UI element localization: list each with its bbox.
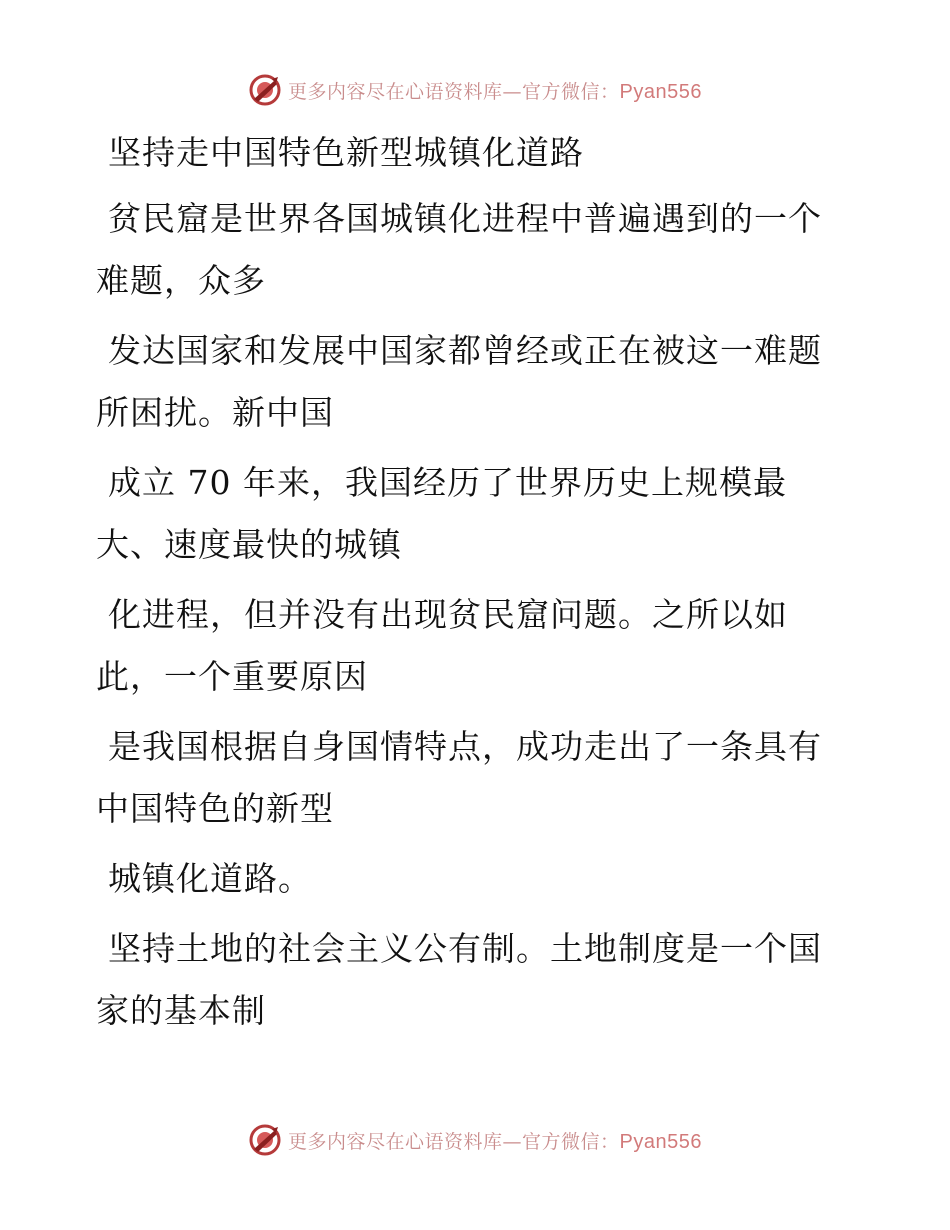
paragraph: 化进程，但并没有出现贫民窟问题。之所以如此，一个重要原因 bbox=[96, 595, 788, 696]
header-watermark bbox=[0, 70, 950, 110]
watermark-label: 更多内容尽在心语资料库—官方微信： bbox=[288, 80, 620, 103]
paragraph: 贫民窟是世界各国城镇化进程中普遍遇到的一个难题，众多 bbox=[96, 199, 822, 300]
paragraph: 成立 70 年来，我国经历了世界历史上规模最大、速度最快的城镇 bbox=[96, 463, 787, 564]
paragraph: 是我国根据自身国情特点，成功走出了一条具有中国特色的新型 bbox=[96, 727, 822, 828]
paragraph: 发达国家和发展中国家都曾经或正在被这一难题所困扰。新中国 bbox=[96, 331, 822, 432]
paragraph: 城镇化道路。 bbox=[108, 859, 312, 898]
watermark-text bbox=[288, 1127, 702, 1154]
watermark-text bbox=[288, 77, 702, 104]
watermark-group bbox=[248, 73, 702, 107]
footer-watermark bbox=[0, 1120, 950, 1160]
watermark-group bbox=[248, 1123, 702, 1157]
paragraph: 坚持土地的社会主义公有制。土地制度是一个国家的基本制 bbox=[96, 929, 822, 1030]
logo-icon bbox=[248, 73, 282, 107]
document-title: 坚持走中国特色新型城镇化道路 bbox=[108, 133, 584, 172]
watermark-wechat-id: Pyan556 bbox=[619, 1130, 702, 1153]
document-body bbox=[96, 122, 836, 1050]
watermark-label: 更多内容尽在心语资料库—官方微信： bbox=[288, 1130, 620, 1153]
watermark-wechat-id: Pyan556 bbox=[619, 80, 702, 103]
logo-icon bbox=[248, 1123, 282, 1157]
